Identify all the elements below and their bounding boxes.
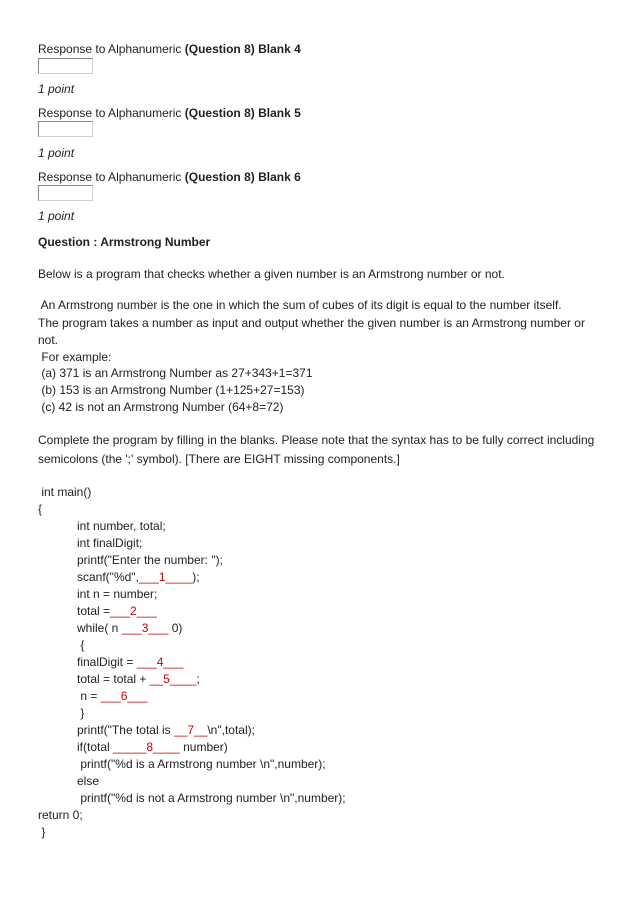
blank-6-points: 1 point xyxy=(38,209,75,223)
code-line-return: return 0; xyxy=(38,808,83,822)
blank-marker-6: ___6___ xyxy=(100,689,148,703)
example-b: (b) 153 is an Armstrong Number (1+125+27=153) xyxy=(38,383,305,397)
code-line-if: if(total _____8____ number) xyxy=(77,740,228,754)
blank-marker-4: ___4___ xyxy=(136,655,184,669)
blank-5-label: Response to Alphanumeric (Question 8) Blank 5 xyxy=(38,106,301,120)
blank-marker-5: __5____ xyxy=(149,672,197,686)
blank-5-points: 1 point xyxy=(38,146,75,160)
code-line-while-open-brace: { xyxy=(77,638,85,652)
blank-5-input[interactable] xyxy=(38,121,93,137)
instruction-line-2: semicolons (the ';' symbol). [There are EIGHT missing components.] xyxy=(38,452,400,466)
code-line-printf-total: printf("The total is __7__\n",total); xyxy=(77,723,255,737)
definition-line-2: The program takes a number as input and output whether the given number is an Armstrong number or xyxy=(38,316,585,330)
code-line-scanf: scanf("%d",___1____); xyxy=(77,570,200,584)
example-heading: For example: xyxy=(38,350,112,364)
blank-4-label: Response to Alphanumeric (Question 8) Blank 4 xyxy=(38,42,301,56)
code-close-brace: } xyxy=(38,825,46,839)
code-line-else: else xyxy=(77,774,100,788)
code-line-printf-is: printf("%d is a Armstrong number \n",number); xyxy=(77,757,326,771)
blank-marker-2: ___2___ xyxy=(110,604,157,618)
blank-6-input[interactable] xyxy=(38,185,93,201)
code-line-assign-n: int n = number; xyxy=(77,587,158,601)
code-line-printf-isnot: printf("%d is not a Armstrong number \n",number); xyxy=(77,791,346,805)
code-line-while-close-brace: } xyxy=(77,706,85,720)
blank-marker-1: ___1____ xyxy=(138,570,193,584)
blank-marker-8: _____8____ xyxy=(113,740,180,754)
code-line-n-update: n = ___6___ xyxy=(77,689,148,703)
code-line-finaldigit: finalDigit = ___4___ xyxy=(77,655,184,669)
blank-marker-7: __7__ xyxy=(173,723,208,737)
code-line-total-init: total =___2___ xyxy=(77,604,157,618)
code-line-main: int main() xyxy=(38,485,92,499)
blank-6-label: Response to Alphanumeric (Question 8) Blank 6 xyxy=(38,170,301,184)
code-line-total-sum: total = total + __5____; xyxy=(77,672,200,686)
code-open-brace: { xyxy=(38,502,43,516)
instruction-line-1: Complete the program by filling in the blanks. Please note that the syntax has to be fully correct including xyxy=(38,433,595,447)
definition-line-1: An Armstrong number is the one in which the sum of cubes of its digit is equal to the number itself. xyxy=(38,298,562,312)
blank-4-input[interactable] xyxy=(38,58,93,74)
code-line-while: while( n ___3___ 0) xyxy=(77,621,183,635)
question-title: Question : Armstrong Number xyxy=(38,235,211,249)
blank-4-points: 1 point xyxy=(38,82,75,96)
example-a: (a) 371 is an Armstrong Number as 27+343+1=371 xyxy=(38,366,313,380)
code-line-printf-prompt: printf("Enter the number: "); xyxy=(77,553,223,567)
question-intro: Below is a program that checks whether a given number is an Armstrong number or not. xyxy=(38,267,505,281)
code-line-declare-number: int number, total; xyxy=(77,519,166,533)
code-line-declare-finaldigit: int finalDigit; xyxy=(77,536,143,550)
blank-marker-3: ___3___ xyxy=(121,621,169,635)
example-c: (c) 42 is not an Armstrong Number (64+8=72) xyxy=(38,400,284,414)
definition-line-3: not. xyxy=(38,333,59,347)
